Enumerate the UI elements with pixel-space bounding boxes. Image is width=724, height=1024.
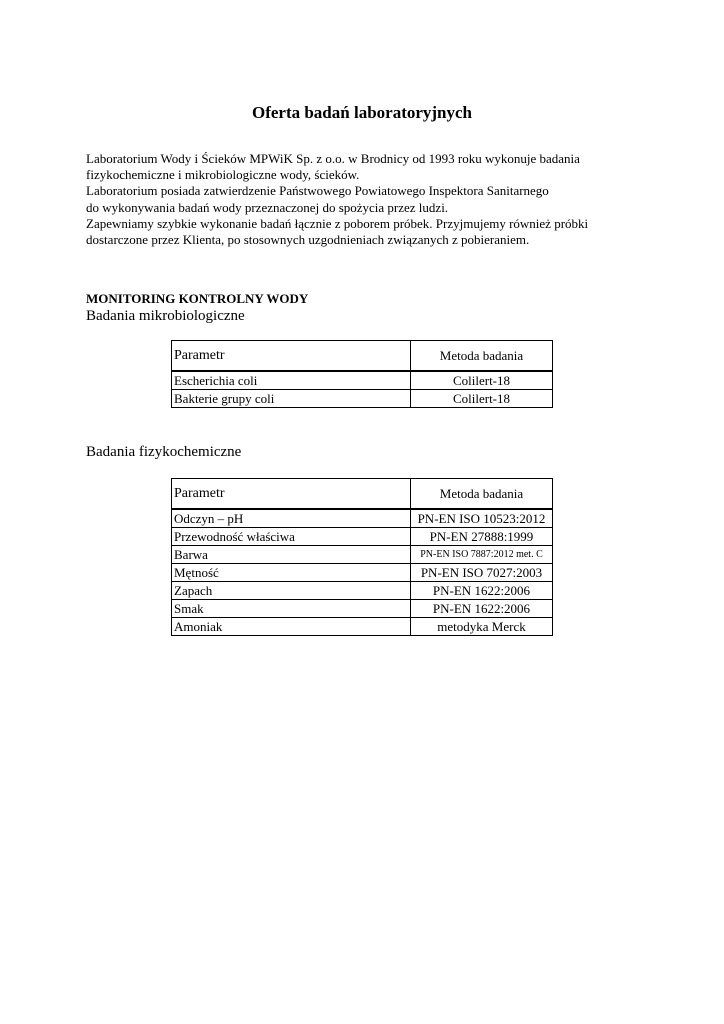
table-header-row — [172, 479, 553, 510]
micro-heading: Badania mikrobiologiczne — [86, 308, 245, 324]
param-cell: Escherichia coli — [172, 371, 411, 390]
method-cell: PN-EN ISO 7027:2003 — [411, 564, 553, 582]
param-cell: Amoniak — [172, 618, 411, 636]
method-cell: PN-EN ISO 10523:2012 — [411, 509, 553, 528]
param-cell: Smak — [172, 600, 411, 618]
param-cell: Barwa — [172, 546, 411, 564]
col-method-header: Metoda badania — [411, 479, 553, 510]
intro-line: fizykochemiczne i mikrobiologiczne wody, ścieków. — [86, 167, 360, 183]
method-cell: PN-EN 1622:2006 — [411, 582, 553, 600]
intro-line: dostarczone przez Klienta, po stosownych uzgodnieniach związanych z pobieraniem. — [86, 232, 530, 248]
intro-line: Laboratorium posiada zatwierdzenie Państwowego Powiatowego Inspektora Sanitarnego — [86, 183, 549, 199]
param-cell: Przewodność właściwa — [172, 528, 411, 546]
param-cell: Mętność — [172, 564, 411, 582]
intro-line: do wykonywania badań wody przeznaczonej do spożycia przez ludzi. — [86, 199, 449, 215]
table-row — [172, 564, 553, 582]
intro-line: Zapewniamy szybkie wykonanie badań łącznie z poborem próbek. Przyjmujemy również próbki — [86, 215, 589, 231]
method-cell: Colilert-18 — [411, 371, 553, 390]
col-method-header: Metoda badania — [411, 341, 553, 372]
method-cell: metodyka Merck — [411, 618, 553, 636]
param-cell: Zapach — [172, 582, 411, 600]
table-row — [172, 546, 553, 564]
col-param-header: Parametr — [172, 479, 411, 510]
table-row — [172, 600, 553, 618]
param-cell: Bakterie grupy coli — [172, 390, 411, 408]
method-cell: Colilert-18 — [411, 390, 553, 408]
table-row — [172, 528, 553, 546]
page-title: Oferta badań laboratoryjnych — [251, 103, 473, 122]
micro-table — [171, 340, 553, 408]
param-cell: Odczyn – pH — [172, 509, 411, 528]
intro-line: Laboratorium Wody i Ścieków MPWiK Sp. z o.o. w Brodnicy od 1993 roku wykonuje badania — [86, 151, 580, 166]
physchem-heading: Badania fizykochemiczne — [86, 444, 242, 460]
method-cell: PN-EN 1622:2006 — [411, 600, 553, 618]
table-row — [172, 390, 553, 408]
section-heading: MONITORING KONTROLNY WODY — [86, 291, 309, 306]
table-header-row — [172, 341, 553, 372]
physchem-table — [171, 478, 553, 636]
method-cell: PN-EN ISO 7887:2012 met. C — [411, 546, 553, 564]
table-row — [172, 509, 553, 528]
table-row — [172, 618, 553, 636]
intro-paragraph — [86, 151, 686, 248]
table-row — [172, 371, 553, 390]
method-cell: PN-EN 27888:1999 — [411, 528, 553, 546]
table-row — [172, 582, 553, 600]
col-param-header: Parametr — [172, 341, 411, 372]
